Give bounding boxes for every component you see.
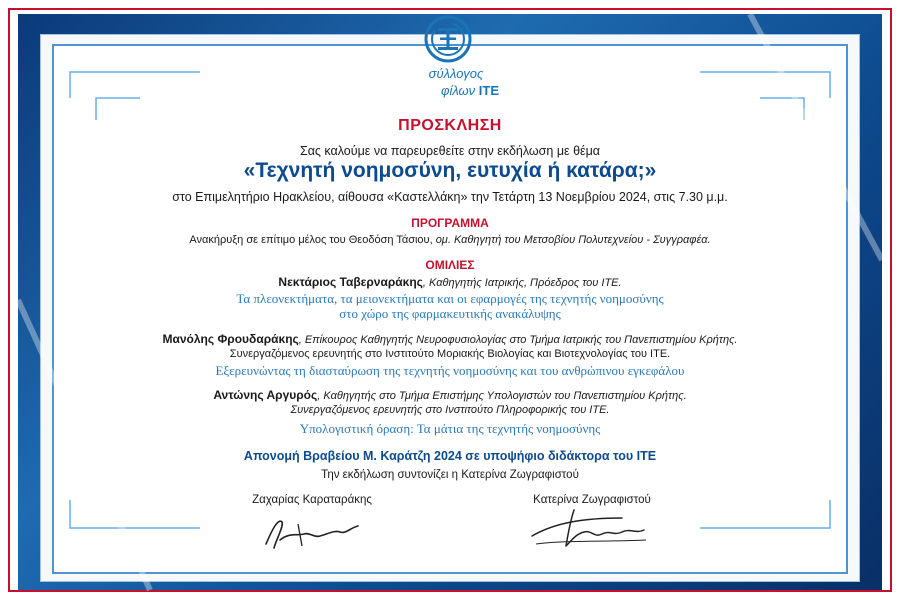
invitation-intro: Σας καλούμε να παρευρεθείτε στην εκδήλωση με θέμα: [299, 144, 601, 158]
coordinator-note: Την εκδήλωση συντονίζει η Κατερίνα Ζωγραφιστού: [321, 469, 579, 481]
logo-text-friends: [420, 83, 520, 98]
logo-text-association: σύλλογος: [428, 66, 484, 81]
program-heading: ΠΡΟΓΡΑΜΜΑ: [411, 216, 489, 230]
speaker-name: Μανόλης Φρουδαράκης: [162, 332, 299, 346]
speaker-name: Αντώνης Αργυρός: [213, 388, 318, 402]
logo-brand: ΙΤΕ: [478, 83, 500, 98]
speaker-name: Νεκτάριος Ταβερναράκης: [278, 275, 423, 289]
program-line-text: Ανακήρυξη σε επίτιμο μέλος του Θεοδόση Τάσιου,: [189, 234, 436, 246]
speaker-role: , Επίκουρος Καθηγητής Νευροφυσιολογίας στο Τμήμα Ιατρικής του Πανεπιστημίου Κρήτης.: [298, 334, 738, 346]
talk-2-affiliation: Συνεργαζόμενος ερευνητής στο Ινστιτούτο Μοριακής Βιολογίας και Βιοτεχνολογίας του ΙΤΕ.: [229, 348, 671, 360]
award-announcement: Απονομή Βραβείου Μ. Καράτζη 2024 σε υποψήφιο διδάκτορα του ΙΤΕ: [243, 449, 657, 463]
ite-logo-icon: [423, 14, 473, 64]
program-line-honoree-title: ομ. Καθηγητή του Μετσοβίου Πολυτεχνείου - Συγγραφέα.: [435, 234, 711, 246]
talk-3-affiliation: Συνεργαζόμενος ερευνητής στο Ινστιτούτο Πληροφορικής του ΙΤΕ.: [290, 404, 610, 416]
signature-1-image: [258, 510, 368, 554]
speaker-role: , Καθηγητής στο Τμήμα Επιστήμης Υπολογιστών του Πανεπιστημίου Κρήτης.: [317, 390, 687, 402]
signatory-2-name: Κατερίνα Ζωγραφιστού: [533, 494, 651, 506]
talk-1-title-line2: στο χώρο της φαρμακευτικής ανακάλυψης: [339, 306, 561, 321]
event-venue-datetime: στο Επιμελητήριο Ηρακλείου, αίθουσα «Καστελλάκη» την Τετάρτη 13 Νοεμβρίου 2024, στις 7.30 μ.μ.: [172, 190, 728, 204]
speaker-role: , Καθηγητής Ιατρικής, Πρόεδρος του ΙΤΕ.: [422, 277, 622, 289]
talk-3-title: Υπολογιστική όραση: Τα μάτια της τεχνητής νοημοσύνης: [299, 421, 601, 436]
invitation-title: ΠΡΟΣΚΛΗΣΗ: [398, 117, 502, 134]
talk-2-speaker: [60, 332, 840, 346]
signature-2-image: [526, 500, 656, 554]
talks-heading: ΟΜΙΛΙΕΣ: [425, 258, 475, 272]
talk-2-title: Εξερευνώντας τη διασταύρωση της τεχνητής νοημοσύνης και του ανθρώπινου εγκεφάλου: [215, 363, 685, 378]
event-topic: «Τεχνητή νοημοσύνη, ευτυχία ή κατάρα;»: [243, 159, 657, 182]
talk-1-speaker: [60, 275, 840, 289]
talk-3-speaker: [60, 388, 840, 402]
program-line: [60, 234, 840, 246]
logo-text-prefix: φίλων: [440, 83, 479, 98]
talk-1-title-line1: Τα πλεονεκτήματα, τα μειονεκτήματα και οι εφαρμογές της τεχνητής νοημοσύνης: [236, 291, 664, 306]
signatory-1-name: Ζαχαρίας Καραταράκης: [252, 494, 372, 506]
